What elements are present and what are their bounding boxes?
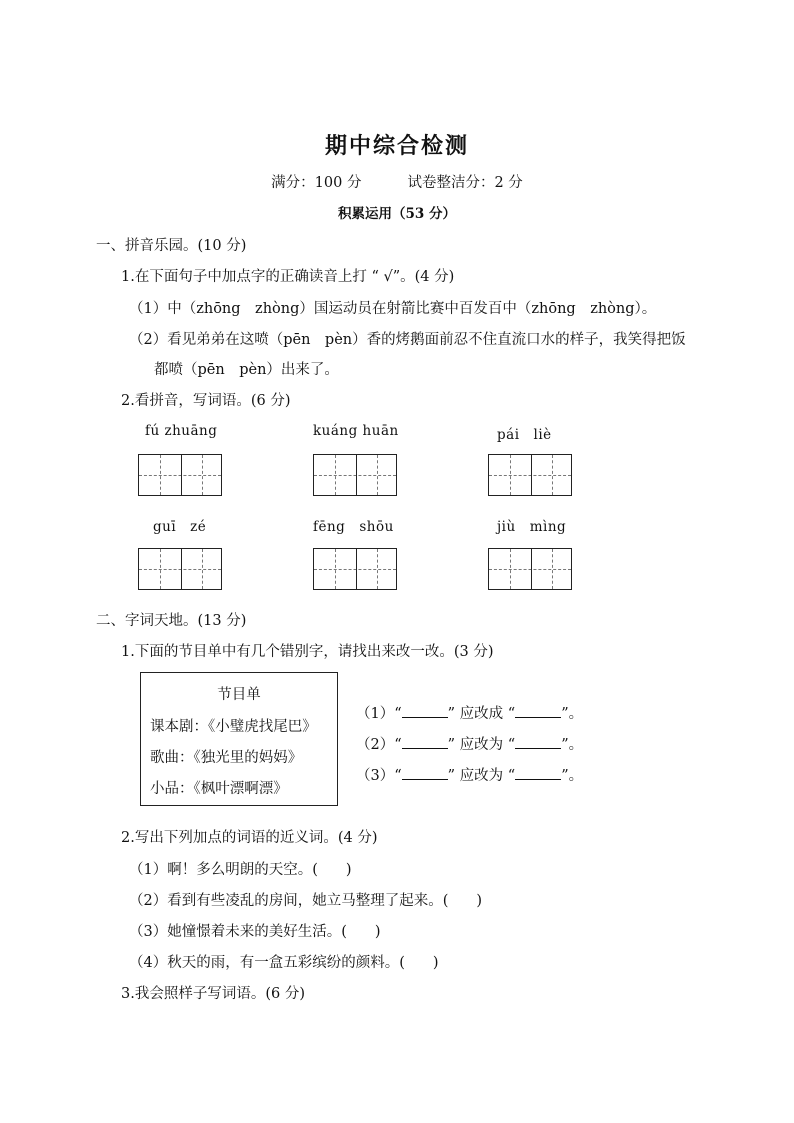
part1-q1-item2-line2: 都喷（pēn pèn）出来了。 — [154, 362, 339, 378]
part1-q1-item1: （1）中（zhōng zhòng）国运动员在射箭比赛中百发百中（zhōng zhòng）。 — [129, 301, 657, 317]
writing-grid[interactable] — [138, 454, 222, 496]
correction-line: （3）“ ” 应改为 “ ”。 — [356, 768, 584, 784]
writing-grid[interactable] — [313, 548, 397, 590]
part2-heading: 二、字词天地。(13 分) — [96, 613, 247, 629]
program-title: 节目单 — [217, 687, 261, 703]
section-heading: 积累运用（53 分） — [338, 206, 456, 222]
pinyin-label: fēng shōu — [313, 519, 394, 535]
writing-grid[interactable] — [313, 454, 397, 496]
answer-blank[interactable] — [515, 736, 561, 749]
part1-heading: 一、拼音乐园。(10 分) — [96, 238, 247, 254]
neatness-score: 试卷整洁分：2 分 — [407, 175, 523, 191]
part2-q3-prompt: 3.我会照样子写词语。(6 分) — [121, 986, 305, 1002]
program-item: 课本剧：《小璧虎找尾巴》 — [150, 719, 317, 735]
part2-q2-prompt: 2.写出下列加点的词语的近义词。(4 分) — [121, 830, 378, 846]
answer-blank[interactable] — [515, 767, 561, 780]
score-info — [0, 171, 794, 192]
correction-line: （1）“ ” 应改成 “ ”。 — [356, 706, 584, 722]
program-item: 歌曲：《独光里的妈妈》 — [150, 750, 303, 766]
program-item: 小品：《枫叶漂啊漂》 — [150, 781, 288, 797]
pinyin-label: guī zé — [153, 519, 207, 535]
full-score: 满分：100 分 — [271, 175, 362, 191]
part1-q1-prompt: 1.在下面句子中加点字的正确读音上打 “ √”。(4 分) — [121, 269, 455, 285]
answer-blank[interactable] — [515, 705, 561, 718]
writing-grid[interactable] — [488, 454, 572, 496]
synonym-item: （1）啊！多么明朗的天空。( ) — [129, 862, 352, 878]
part1-q2-prompt: 2.看拼音，写词语。(6 分) — [121, 393, 291, 409]
pinyin-label: pái liè — [497, 427, 552, 443]
synonym-item: （2）看到有些凌乱的房间，她立马整理了起来。( ) — [129, 893, 483, 909]
answer-blank[interactable] — [402, 736, 448, 749]
part2-q1-prompt: 1.下面的节目单中有几个错别字，请找出来改一改。(3 分) — [121, 644, 494, 660]
writing-grid[interactable] — [138, 548, 222, 590]
pinyin-label: fú zhuāng — [145, 423, 218, 439]
synonym-item: （4）秋天的雨，有一盒五彩缤纷的颜料。( ) — [129, 955, 439, 971]
answer-blank[interactable] — [402, 767, 448, 780]
page-title: 期中综合检测 — [324, 133, 469, 159]
synonym-item: （3）她憧憬着未来的美好生活。( ) — [129, 924, 381, 940]
answer-blank[interactable] — [402, 705, 448, 718]
pinyin-label: kuáng huān — [313, 423, 399, 439]
program-list-box — [140, 672, 338, 806]
writing-grid[interactable] — [488, 548, 572, 590]
pinyin-label: jiù mìng — [497, 519, 567, 535]
correction-line: （2）“ ” 应改为 “ ”。 — [356, 737, 584, 753]
part1-q1-item2-line1: （2）看见弟弟在这喷（pēn pèn）香的烤鹅面前忍不住直流口水的样子，我笑得把饭 — [129, 332, 686, 348]
